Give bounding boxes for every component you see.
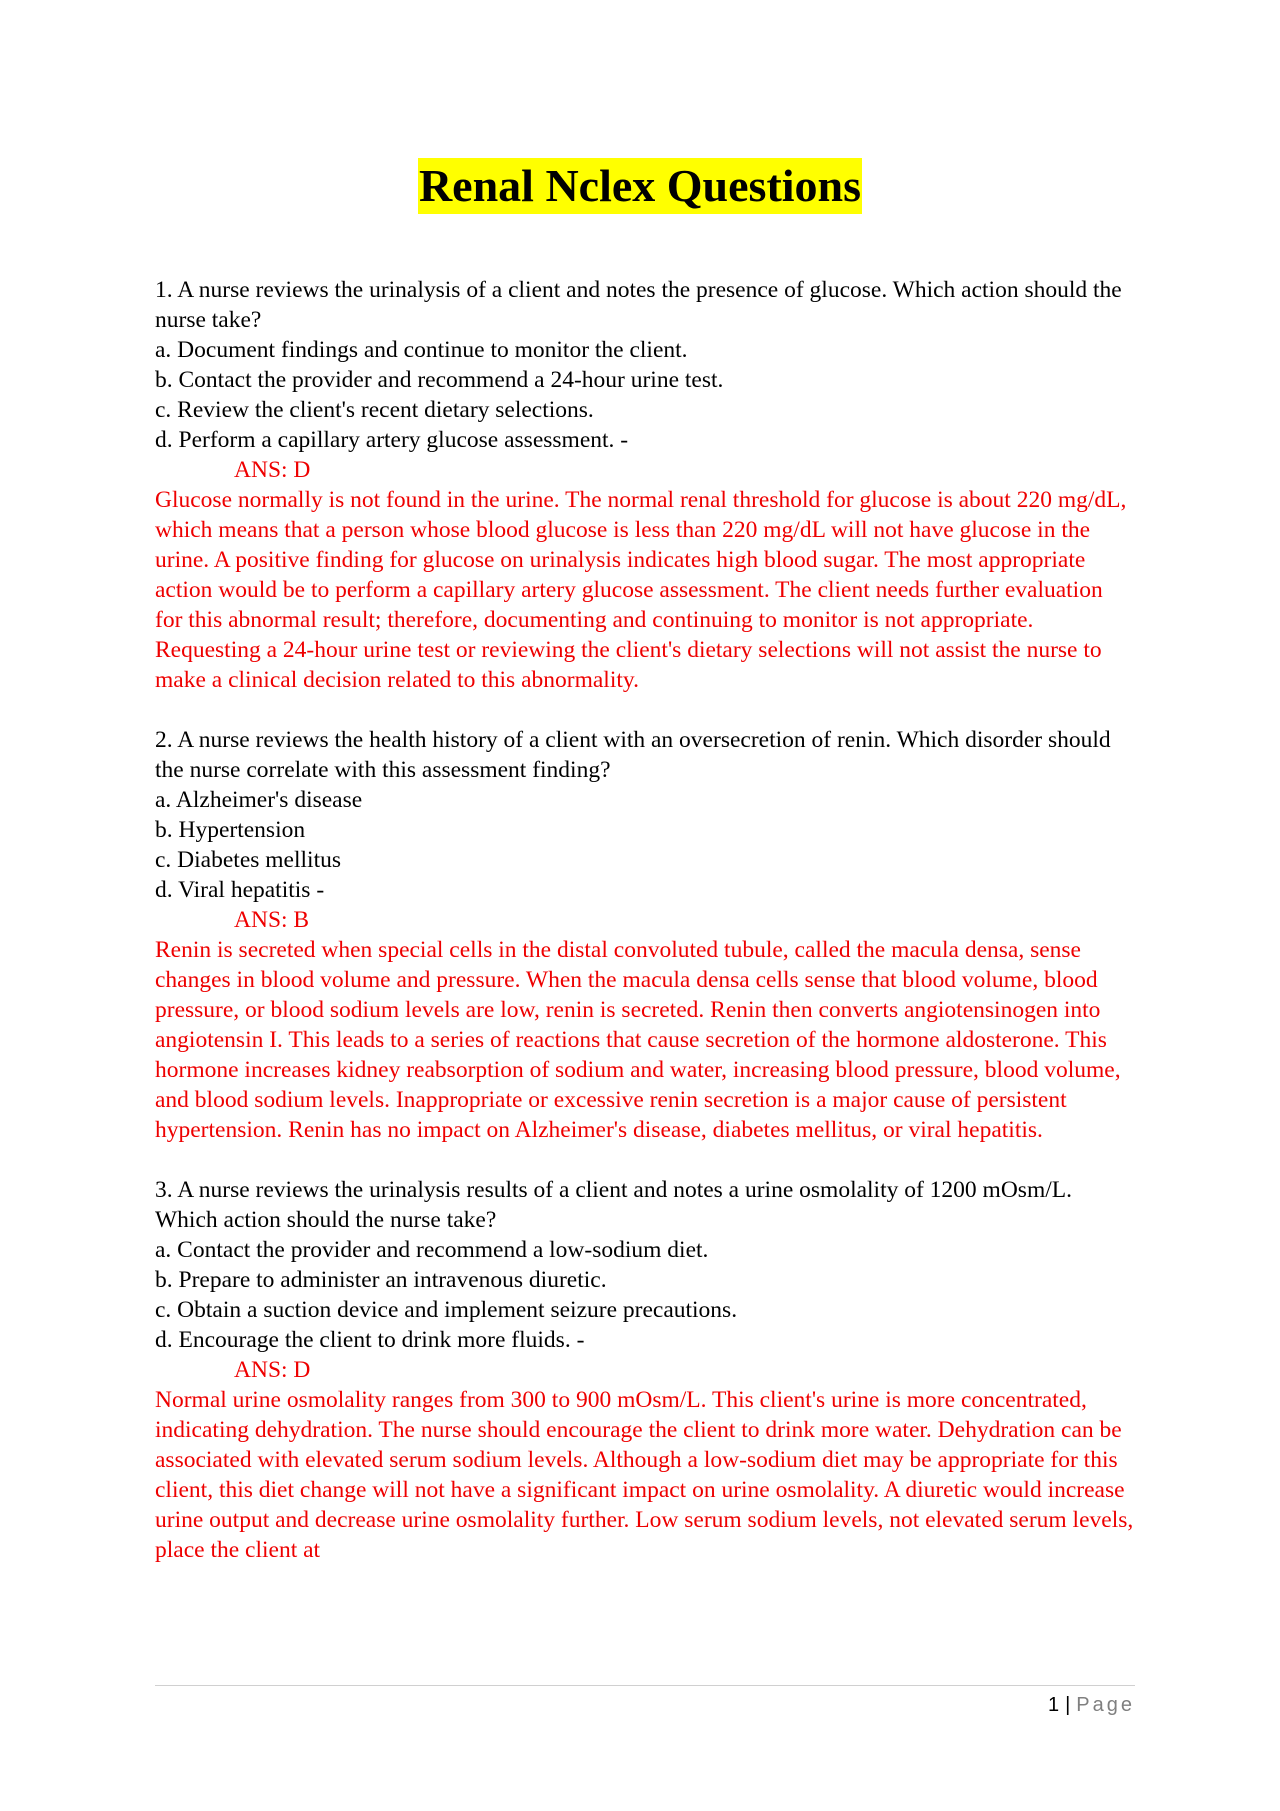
document-title: Renal Nclex Questions (418, 158, 862, 214)
document-body (155, 275, 1135, 1595)
option-a: a. Document findings and continue to monitor the client. (155, 337, 688, 363)
question-3 (155, 1175, 1135, 1565)
question-2 (155, 725, 1135, 1145)
answer-label: ANS: D (234, 1357, 311, 1383)
title-wrapper (0, 158, 1280, 214)
answer-explanation: Renin is secreted when special cells in the distal convoluted tubule, called the macula densa, sense changes in blood volume and pressure. When the macula densa cells sense that blood volume, blood pressure, or blood sodium levels are low, renin is secreted. Renin then converts angiotensinogen into angiotensin I. This leads to a series of reactions that cause secretion of the hormone aldosterone. This hormone increases kidney reabsorption of sodium and water, increasing blood pressure, blood volume, and blood sodium levels. Inappropriate or excessive renin secretion is a major cause of persistent hypertension. Renin has no impact on Alzheimer's disease, diabetes mellitus, or viral hepatitis. (155, 937, 1121, 1143)
option-b: b. Hypertension (155, 817, 306, 843)
question-stem: 1. A nurse reviews the urinalysis of a client and notes the presence of glucose. Which action should the nurse take? (155, 277, 1122, 333)
option-c: c. Obtain a suction device and implement seizure precautions. (155, 1297, 738, 1323)
option-b: b. Contact the provider and recommend a 24-hour urine test. (155, 367, 724, 393)
question-stem: 3. A nurse reviews the urinalysis results of a client and notes a urine osmolality of 1200 mOsm/L. Which action should the nurse take? (155, 1177, 1072, 1233)
page-number: 1 (1047, 1694, 1060, 1716)
option-d: d. Encourage the client to drink more fluids. - (155, 1327, 585, 1353)
question-1 (155, 275, 1135, 695)
option-c: c. Review the client's recent dietary selections. (155, 397, 594, 423)
option-b: b. Prepare to administer an intravenous diuretic. (155, 1267, 607, 1293)
answer-explanation: Glucose normally is not found in the urine. The normal renal threshold for glucose is about 220 mg/dL, which means that a person whose blood glucose is less than 220 mg/dL will not have glucose in the urine. A positive finding for glucose on urinalysis indicates high blood sugar. The most appropriate action would be to perform a capillary artery glucose assessment. The client needs further evaluation for this abnormal result; therefore, documenting and continuing to monitor is not appropriate. Requesting a 24-hour urine test or reviewing the client's dietary selections will not assist the nurse to make a clinical decision related to this abnormality. (155, 487, 1127, 693)
option-d: d. Viral hepatitis - (155, 877, 325, 903)
option-a: a. Alzheimer's disease (155, 787, 363, 813)
option-d: d. Perform a capillary artery glucose assessment. - (155, 427, 629, 453)
answer-label: ANS: D (234, 457, 311, 483)
page-footer (1048, 1690, 1135, 1720)
answer-label: ANS: B (234, 907, 310, 933)
footer-separator: | (1065, 1694, 1071, 1716)
answer-explanation: Normal urine osmolality ranges from 300 to 900 mOsm/L. This client's urine is more concentrated, indicating dehydration. The nurse should encourage the client to drink more water. Dehydration can be associated with elevated serum sodium levels. Although a low-sodium diet may be appropriate for this client, this diet change will not have a significant impact on urine osmolality. A diuretic would increase urine output and decrease urine osmolality further. Low serum sodium levels, not elevated serum levels, place the client at (155, 1387, 1134, 1563)
option-c: c. Diabetes mellitus (155, 847, 341, 873)
question-stem: 2. A nurse reviews the health history of a client with an oversecretion of renin. Which disorder should the nurse correlate with this assessment finding? (155, 727, 1111, 783)
page-label: Page (1076, 1694, 1135, 1716)
option-a: a. Contact the provider and recommend a low-sodium diet. (155, 1237, 709, 1263)
footer-divider (155, 1685, 1135, 1686)
